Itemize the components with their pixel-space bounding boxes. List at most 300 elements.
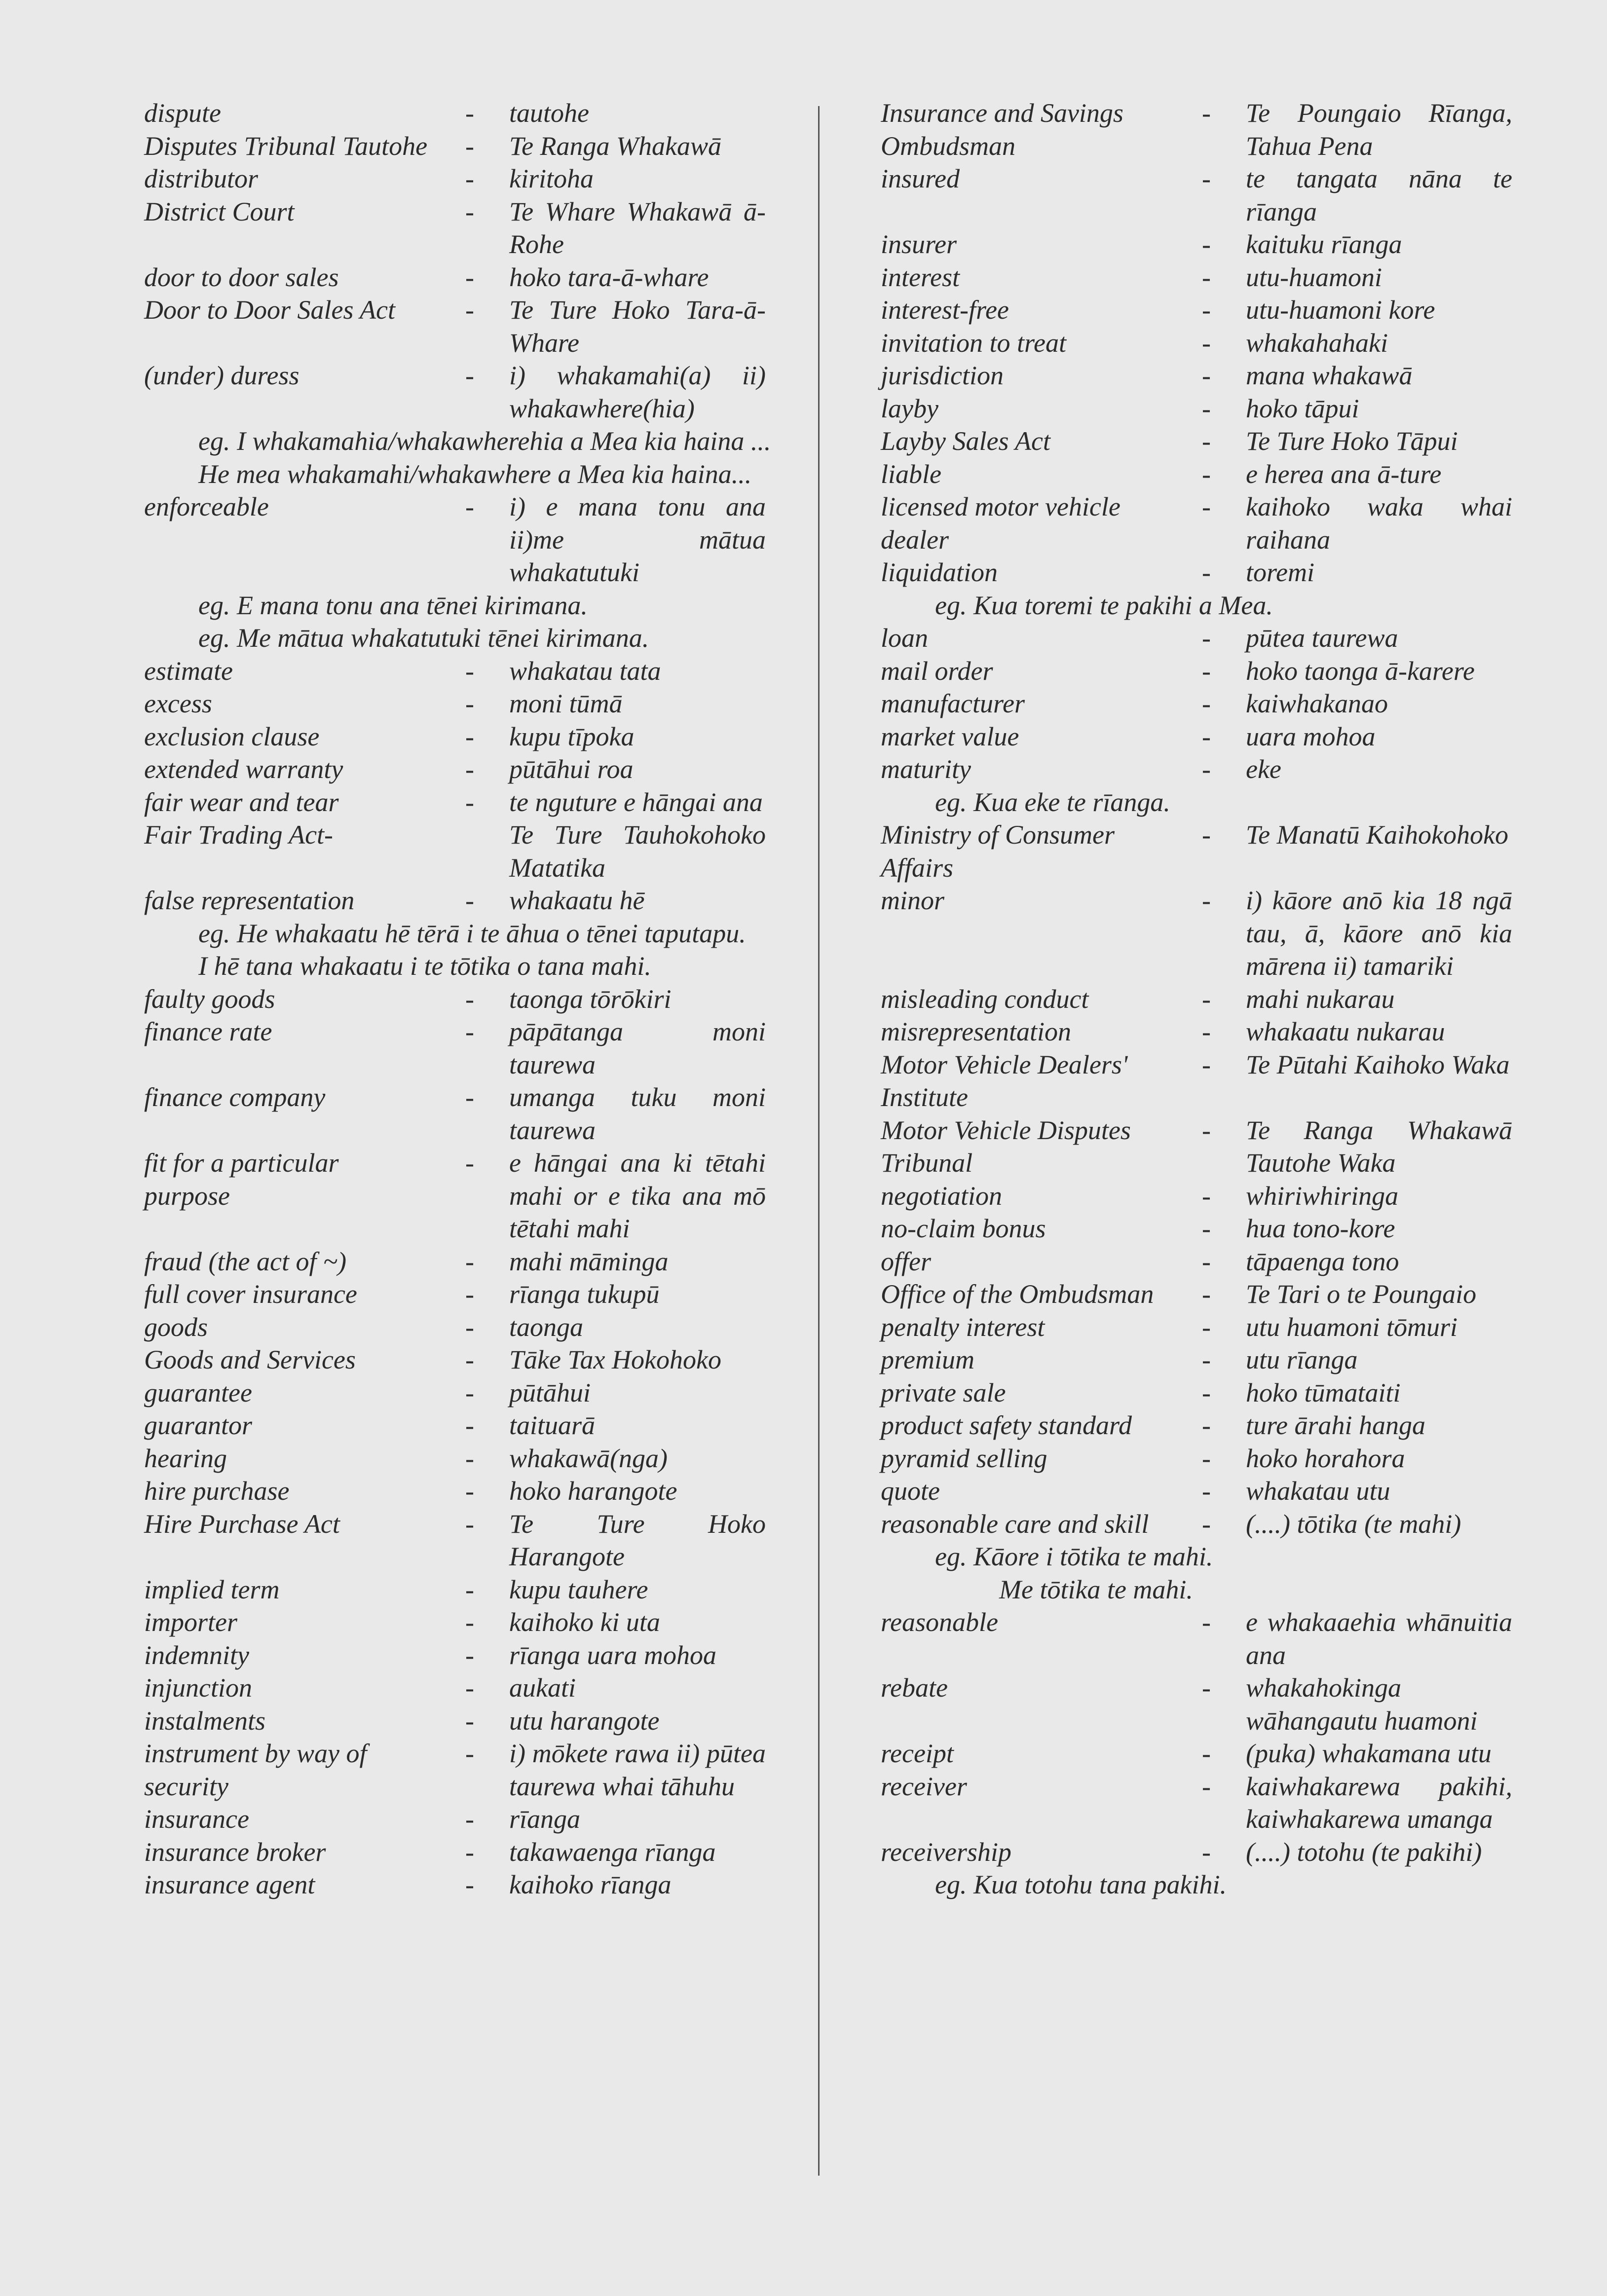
glossary-entry [144,1671,795,1704]
maori-term: Te Tari o te Poungaio [1246,1279,1477,1309]
maori-term: Te Whare Whakawā ā-Rohe [509,196,766,259]
glossary-entry [881,359,1517,392]
separator-dash: - [1202,820,1211,850]
glossary-entry [881,162,1517,228]
english-term: hearing [144,1443,227,1473]
glossary-entry [881,1278,1517,1311]
usage-example: eg. Me mātua whakatutuki tēnei kirimana. [198,623,649,653]
glossary-entry [144,1836,795,1869]
separator-dash: - [1202,1509,1211,1539]
maori-term: pāpātanga moni taurewa [509,1017,766,1079]
glossary-entry [144,655,795,688]
english-term: (under) duress [144,361,299,390]
english-term: District Court [144,196,295,226]
english-term: loan [881,623,929,653]
usage-example: eg. Kua eke te rīanga. [935,787,1170,817]
separator-dash: - [465,361,474,390]
maori-term: whakatau tata [509,656,661,686]
maori-term: whakahokinga wāhangautu huamoni [1246,1673,1478,1736]
separator-dash: - [465,1705,474,1736]
english-term: layby [881,393,938,423]
glossary-entry [144,294,795,359]
separator-dash: - [1202,262,1211,292]
separator-dash: - [465,1640,474,1670]
glossary-entry [144,1442,795,1475]
separator-dash: - [465,886,474,915]
maori-term: hoko tara-ā-whare [509,262,709,292]
glossary-entry [881,1475,1517,1508]
separator-dash: - [1202,1279,1211,1309]
separator-dash: - [1202,1739,1211,1768]
glossary-entry [144,884,795,917]
english-term: injunction [144,1673,252,1703]
separator-dash: - [465,1312,474,1342]
separator-dash: - [1202,1312,1211,1342]
glossary-entry [881,720,1517,753]
glossary-entry [881,1015,1517,1048]
glossary-entry [144,1868,795,1901]
separator-dash: - [1202,295,1211,325]
glossary-entry [881,490,1517,556]
maori-term: kaihoko waka whai raihana [1246,492,1512,555]
maori-term: mahi māminga [509,1246,669,1276]
maori-term: (....) totohu (te pakihi) [1246,1837,1482,1867]
separator-dash: - [1202,886,1211,915]
column-divider [818,106,820,2176]
maori-term: taituarā [509,1410,596,1440]
glossary-entry [881,1212,1517,1245]
separator-dash: - [1202,1410,1211,1440]
english-term: Motor Vehicle Disputes Tribunal [881,1115,1131,1178]
english-term: finance company [144,1082,326,1112]
maori-term: tautohe [509,98,589,128]
separator-dash: - [465,1410,474,1440]
english-term: hire purchase [144,1476,290,1506]
glossary-entry [881,1671,1517,1737]
english-term: interest-free [881,295,1009,325]
maori-term: whiriwhiringa [1246,1181,1399,1211]
glossary-entry [144,1311,795,1344]
english-term: insurance [144,1804,249,1834]
glossary-entry [144,359,795,425]
maori-term: taonga [509,1312,584,1342]
maori-term: Te Ture Tauhokohoko Matatika [509,820,766,883]
separator-dash: - [465,295,474,325]
separator-dash: - [1202,393,1211,423]
english-term: goods [144,1312,208,1342]
separator-dash: - [1202,1246,1211,1276]
separator-dash: - [465,1345,474,1374]
glossary-entry [881,1114,1517,1180]
english-term: full cover insurance [144,1279,357,1309]
separator-dash: - [465,1279,474,1309]
separator-dash: - [465,1739,474,1768]
glossary-entry [144,1639,795,1672]
separator-dash: - [465,1870,474,1899]
english-term: manufacturer [881,689,1025,718]
maori-term: utu rīanga [1246,1345,1358,1374]
glossary-entry [881,294,1517,327]
separator-dash: - [1202,1181,1211,1211]
glossary-entry [881,1737,1517,1770]
glossary-entry [144,1015,795,1081]
english-term: Goods and Services [144,1345,356,1374]
usage-example: eg. Kua toremi te pakihi a Mea. [935,590,1273,620]
glossary-entry [881,1376,1517,1409]
maori-term: Te Ture Hoko Tāpui [1246,426,1458,456]
glossary-entry [881,818,1517,884]
separator-dash: - [465,492,474,521]
maori-term: whakatau utu [1246,1476,1390,1506]
english-term: receivership [881,1837,1011,1867]
english-term: Door to Door Sales Act [144,295,395,325]
separator-dash: - [1202,1115,1211,1145]
glossary-entry [144,1376,795,1409]
maori-term: kaiwhakanao [1246,689,1388,718]
english-term: dispute [144,98,221,128]
separator-dash: - [465,1082,474,1112]
maori-term: Te Pūtahi Kaihoko Waka [1246,1049,1510,1079]
english-term: premium [881,1345,974,1374]
separator-dash: - [1202,1377,1211,1407]
glossary-entry [881,97,1517,162]
glossary-entry [881,425,1517,458]
separator-dash: - [1202,689,1211,718]
english-term: fraud (the act of ~) [144,1246,347,1276]
usage-example: I hē tana whakaatu i te tōtika o tana mahi. [198,951,651,981]
english-term: exclusion clause [144,721,320,751]
english-term: faulty goods [144,984,275,1014]
separator-dash: - [465,721,474,751]
english-term: maturity [881,754,971,784]
glossary-entry [144,1245,795,1278]
glossary-entry [144,818,795,884]
english-term: receipt [881,1739,954,1768]
english-term: jurisdiction [881,361,1004,390]
english-term: market value [881,721,1019,751]
glossary-entry [881,1343,1517,1376]
glossary-entry [881,884,1517,983]
english-term: Fair Trading Act- [144,820,334,850]
separator-dash: - [1202,1443,1211,1473]
glossary-entry [144,786,795,819]
maori-term: kupu tīpoka [509,721,635,751]
separator-dash: - [1202,1345,1211,1374]
maori-term: Te Ture Hoko Harangote [509,1509,766,1571]
usage-example: eg. Kāore i tōtika te mahi. [935,1542,1213,1571]
glossary-entry [144,753,795,786]
english-term: distributor [144,164,259,193]
maori-term: e whakaaehia whānuitia ana [1246,1607,1512,1670]
glossary-entry [881,458,1517,491]
usage-example: eg. I whakamahia/whakawherehia a Mea kia haina ... [198,426,771,456]
maori-term: kiritoha [509,164,594,193]
english-term: estimate [144,656,233,686]
english-term: Layby Sales Act [881,426,1050,456]
english-term: Ministry of Consumer Affairs [881,820,1115,883]
left-column [144,97,795,1901]
maori-term: rīanga [509,1804,581,1834]
english-term: receiver [881,1771,967,1801]
separator-dash: - [465,984,474,1014]
english-term: mail order [881,656,993,686]
glossary-entry [144,1278,795,1311]
english-term: offer [881,1246,931,1276]
maori-term: (puka) whakamana utu [1246,1739,1492,1768]
usage-example: He mea whakamahi/whakawhere a Mea kia haina... [198,459,752,489]
maori-term: te tangata nāna te rīanga [1246,164,1512,226]
english-term: enforceable [144,492,269,521]
english-term: insurance broker [144,1837,326,1867]
english-term: implied term [144,1574,280,1604]
separator-dash: - [1202,328,1211,358]
maori-term: utu huamoni tōmuri [1246,1312,1458,1342]
maori-term: e hāngai ana ki tētahi mahi or e tika ana mō tētahi mahi [509,1148,766,1243]
english-term: Hire Purchase Act [144,1509,340,1539]
maori-term: mahi nukarau [1246,984,1395,1014]
maori-term: toremi [1246,557,1314,587]
english-term: fair wear and tear [144,787,339,817]
glossary-entry [881,1770,1517,1836]
maori-term: Tāke Tax Hokohoko [509,1345,721,1374]
glossary-entry [881,753,1517,786]
separator-dash: - [1202,98,1211,128]
separator-dash: - [1202,984,1211,1014]
separator-dash: - [465,754,474,784]
english-term: licensed motor vehicle dealer [881,492,1121,555]
english-term: finance rate [144,1017,272,1046]
separator-dash: - [465,164,474,193]
separator-dash: - [1202,492,1211,521]
separator-dash: - [465,1673,474,1703]
glossary-entry [881,327,1517,360]
separator-dash: - [465,1804,474,1834]
usage-example: Me tōtika te mahi. [999,1574,1193,1604]
glossary-entry [881,228,1517,261]
maori-term: hoko horahora [1246,1443,1405,1473]
maori-term: umanga tuku moni taurewa [509,1082,766,1145]
english-term: interest [881,262,960,292]
glossary-entry [881,1442,1517,1475]
glossary-entry [881,1048,1517,1114]
english-term: instrument by way of security [144,1739,367,1801]
maori-term: pūtāhui roa [509,754,634,784]
glossary-entry [144,1475,795,1508]
separator-dash: - [465,1443,474,1473]
separator-dash: - [465,1607,474,1637]
separator-dash: - [465,1148,474,1178]
separator-dash: - [1202,623,1211,653]
english-term: guarantee [144,1377,252,1407]
separator-dash: - [1202,1476,1211,1506]
english-term: excess [144,689,212,718]
separator-dash: - [465,98,474,128]
separator-dash: - [1202,1837,1211,1867]
english-term: invitation to treat [881,328,1066,358]
separator-dash: - [465,1574,474,1604]
separator-dash: - [1202,656,1211,686]
glossary-entry [144,983,795,1016]
glossary-entry [881,687,1517,720]
maori-term: mana whakawā [1246,361,1413,390]
maori-term: pūtea taurewa [1246,623,1398,653]
glossary-entry [881,1606,1517,1671]
glossary-entry [144,1606,795,1639]
glossary-entry [144,1737,795,1803]
separator-dash: - [465,262,474,292]
separator-dash [430,818,509,884]
separator-dash: - [1202,229,1211,259]
maori-term: Te Ranga Whakawā Tautohe Waka [1246,1115,1512,1178]
glossary-entry [144,1081,795,1147]
separator-dash: - [1202,426,1211,456]
maori-term: rīanga uara mohoa [509,1640,717,1670]
maori-term: i) kāore anō kia 18 ngā tau, ā, kāore anō kia mārena ii) tamariki [1246,886,1512,981]
separator-dash: - [1202,1673,1211,1703]
maori-term: taonga tōrōkiri [509,984,672,1014]
maori-term: Te Ranga Whakawā [509,131,721,161]
maori-term: te nguture e hāngai ana [509,787,763,817]
maori-term: aukati [509,1673,576,1703]
english-term: Insurance and Savings Ombudsman [881,98,1123,161]
maori-term: kaihoko ki uta [509,1607,660,1637]
glossary-entry [881,983,1517,1016]
separator-dash: - [465,131,474,161]
glossary-entry [144,1147,795,1245]
separator-dash: - [1202,1607,1211,1637]
english-term: instalments [144,1705,266,1736]
english-term: importer [144,1607,237,1637]
glossary-entry [144,261,795,294]
glossary-entry [881,622,1517,655]
english-term: product safety standard [881,1410,1132,1440]
english-term: misleading conduct [881,984,1089,1014]
right-column [881,97,1517,1901]
maori-term: tāpaenga tono [1246,1246,1399,1276]
separator-dash: - [465,689,474,718]
separator-dash: - [465,196,474,226]
maori-term: Te Poungaio Rīanga, Tahua Pena [1246,98,1512,161]
maori-term: eke [1246,754,1281,784]
english-term: guarantor [144,1410,253,1440]
english-term: insured [881,164,960,193]
glossary-entry [144,1343,795,1376]
glossary-entry [881,655,1517,688]
glossary-entry [881,261,1517,294]
glossary-entry [144,130,795,163]
maori-term: uara mohoa [1246,721,1376,751]
maori-term: whakaatu nukarau [1246,1017,1445,1046]
english-term: liquidation [881,557,998,587]
separator-dash: - [1202,557,1211,587]
english-term: indemnity [144,1640,249,1670]
usage-example: eg. E mana tonu ana tēnei kirimana. [198,590,588,620]
glossary-entry [144,1704,795,1738]
maori-term: (....) tōtika (te mahi) [1246,1509,1461,1539]
english-term: insurance agent [144,1870,315,1899]
glossary-entry [144,1573,795,1606]
usage-example: eg. He whakaatu hē tērā i te āhua o tēnei taputapu. [198,918,746,948]
maori-term: kupu tauhere [509,1574,648,1604]
glossary-entry [881,1409,1517,1442]
maori-term: hoko tāpui [1246,393,1359,423]
separator-dash: - [1202,164,1211,193]
english-term: rebate [881,1673,948,1703]
english-term: Motor Vehicle Dealers' Institute [881,1049,1128,1112]
english-term: negotiation [881,1181,1002,1211]
english-term: false representation [144,886,355,915]
maori-term: whakahahaki [1246,328,1388,358]
english-term: pyramid selling [881,1443,1047,1473]
separator-dash: - [1202,1771,1211,1801]
english-term: liable [881,459,941,489]
separator-dash: - [1202,1214,1211,1243]
english-term: quote [881,1476,940,1506]
separator-dash: - [465,1377,474,1407]
glossary-entry [144,162,795,195]
english-term: reasonable [881,1607,998,1637]
maori-term: e herea ana ā-ture [1246,459,1442,489]
separator-dash: - [465,787,474,817]
english-term: extended warranty [144,754,343,784]
usage-example: eg. Kua totohu tana pakihi. [935,1870,1227,1899]
maori-term: whakawā(nga) [509,1443,668,1473]
english-term: reasonable care and skill [881,1509,1149,1539]
english-term: insurer [881,229,957,259]
maori-term: pūtāhui [509,1377,591,1407]
maori-term: kaihoko rīanga [509,1870,672,1899]
glossary-entry [144,720,795,753]
maori-term: hua tono-kore [1246,1214,1395,1243]
separator-dash: - [465,1837,474,1867]
glossary-entry [144,1409,795,1442]
maori-term: utu harangote [509,1705,660,1736]
separator-dash: - [1202,1049,1211,1079]
english-term: door to door sales [144,262,339,292]
english-term: misrepresentation [881,1017,1071,1046]
maori-term: utu-huamoni [1246,262,1382,292]
glossary-entry [144,1508,795,1573]
maori-term: Te Ture Hoko Tara-ā-Whare [509,295,766,358]
english-term: Disputes Tribunal Tautohe [144,131,428,161]
maori-term: ture ārahi hanga [1246,1410,1425,1440]
maori-term: moni tūmā [509,689,623,718]
separator-dash: - [465,1017,474,1046]
glossary-entry [144,490,795,589]
separator-dash: - [1202,754,1211,784]
glossary-entry [144,1803,795,1836]
glossary-entry [881,1311,1517,1344]
glossary-entry [881,1245,1517,1278]
english-term: Office of the Ombudsman [881,1279,1154,1309]
separator-dash: - [1202,459,1211,489]
maori-term: hoko tūmataiti [1246,1377,1401,1407]
english-term: private sale [881,1377,1006,1407]
separator-dash: - [1202,721,1211,751]
glossary-entry [144,195,795,261]
maori-term: takawaenga rīanga [509,1837,716,1867]
english-term: fit for a particular purpose [144,1148,339,1211]
separator-dash: - [465,1246,474,1276]
glossary-entry [881,556,1517,589]
glossary-entry [881,1508,1517,1541]
maori-term: utu-huamoni kore [1246,295,1435,325]
maori-term: kaiwhakarewa pakihi, kaiwhakarewa umanga [1246,1771,1512,1834]
english-term: penalty interest [881,1312,1045,1342]
maori-term: whakaatu hē [509,886,645,915]
maori-term: kaituku rīanga [1246,229,1402,259]
maori-term: hoko harangote [509,1476,677,1506]
